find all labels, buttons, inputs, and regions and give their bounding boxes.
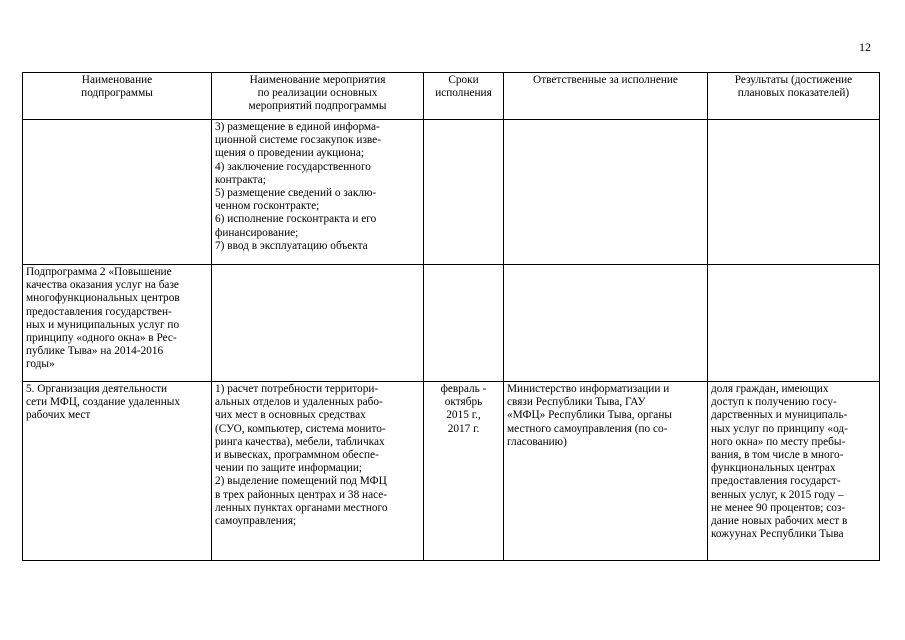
- table-row: [23, 382, 880, 561]
- cell-results: [708, 120, 880, 265]
- cell-measure: 1) расчет потребности территори- альных отделов и удаленных рабо- чих мест в основных средствах (СУО, компьютер, система монито- ринга качества), мебели, табличках и вывесках, программном обеспе- чении по защите информации; 2) выделение помещений под МФЦ в трех районных центрах и 38 насе- ленных пунктах органами местного самоуправления;: [212, 382, 424, 561]
- cell-measure: [212, 265, 424, 382]
- cell-subprogram: Подпрограмма 2 «Повышение качества оказания услуг на базе многофункциональных центров предоставления государствен- ных и муниципальных услуг по принципу «одного окна» в Рес- публике Тыва» на 2014-2016 годы»: [23, 265, 212, 382]
- cell-subprogram: 5. Организация деятельности сети МФЦ, создание удаленных рабочих мест: [23, 382, 212, 561]
- header-results: Результаты (достижение плановых показателей): [708, 73, 880, 120]
- cell-deadline: [424, 120, 504, 265]
- cell-responsible: Министерство информатизации и связи Республики Тыва, ГАУ «МФЦ» Республики Тыва, органы местного самоуправления (по со- гласованию): [504, 382, 708, 561]
- header-responsible: Ответственные за исполнение: [504, 73, 708, 120]
- cell-deadline: февраль - октябрь 2015 г., 2017 г.: [424, 382, 504, 561]
- cell-results: [708, 265, 880, 382]
- cell-responsible: [504, 120, 708, 265]
- header-deadline: Сроки исполнения: [424, 73, 504, 120]
- table-row: [23, 265, 880, 382]
- measures-table: [22, 72, 880, 561]
- cell-results: доля граждан, имеющих доступ к получению госу- дарственных и муниципаль- ных услуг по принципу «од- ного окна» по месту пребы- вания, в том числе в много- функциональных центрах предоставления государст- венных услуг, к 2015 году – не менее 90 процентов; соз- дание новых рабочих мест в кожуунах Республики Тыва: [708, 382, 880, 561]
- header-measure: Наименование мероприятия по реализации основных мероприятий подпрограммы: [212, 73, 424, 120]
- table-row: [23, 120, 880, 265]
- cell-subprogram: [23, 120, 212, 265]
- header-subprogram: Наименование подпрограммы: [23, 73, 212, 120]
- cell-measure: 3) размещение в единой информа- ционной системе госзакупок изве- щения о проведении аукциона; 4) заключение государственного контракта; 5) размещение сведений о заклю- ченном госконтракте; 6) исполнение госконтракта и его финансирование; 7) ввод в эксплуатацию объекта: [212, 120, 424, 265]
- page-number: 12: [859, 40, 871, 54]
- table-header-row: [23, 73, 880, 120]
- cell-responsible: [504, 265, 708, 382]
- cell-deadline: [424, 265, 504, 382]
